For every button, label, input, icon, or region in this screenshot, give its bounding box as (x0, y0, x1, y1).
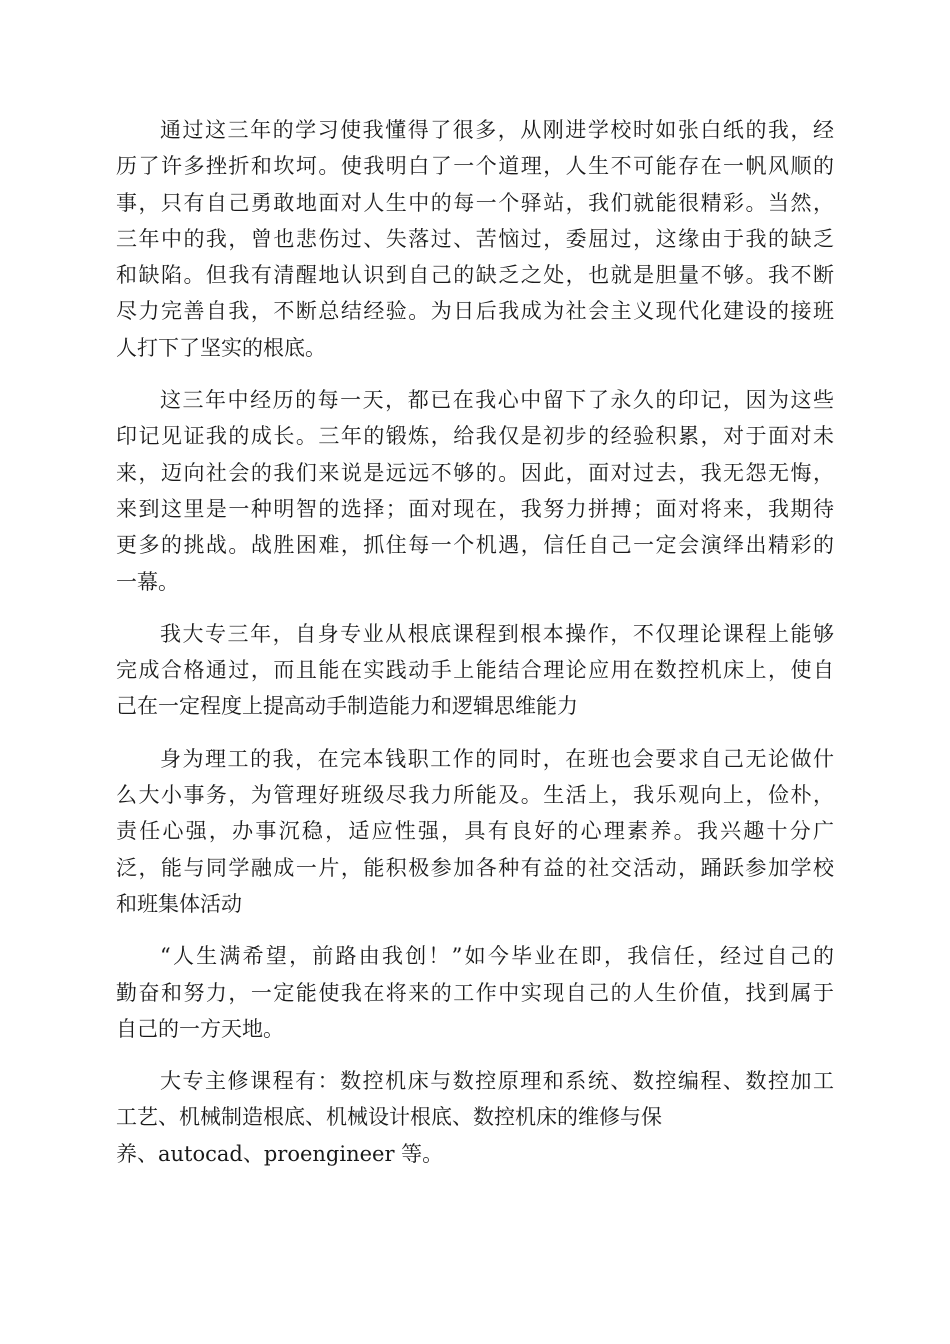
paragraph-5 (116, 938, 834, 1047)
paragraph-line: 么大小事务，为管理好班级尽我力所能及。生活上，我乐观向上，俭朴， (116, 783, 834, 808)
paragraph-line: 泛，能与同学融成一片，能积极参加各种有益的社交活动，踊跃参加学校 (116, 855, 834, 880)
document-body (116, 112, 834, 1172)
paragraph-line: 印记见证我的成长。三年的锻炼，给我仅是初步的经验积累，对于面对未 (116, 424, 834, 449)
paragraph-line: 来到这里是一种明智的选择；面对现在，我努力拼搏；面对将来，我期待 (116, 496, 834, 521)
paragraph-1 (116, 112, 834, 366)
paragraph-6 (116, 1063, 834, 1172)
paragraph-line: 养、autocad、proengineer 等。 (116, 1141, 444, 1166)
paragraph-line: 工艺、机械制造根底、机械设计根底、数控机床的维修与保 (116, 1105, 662, 1130)
paragraph-line: 这三年中经历的每一天，都已在我心中留下了永久的印记，因为这些 (160, 388, 834, 413)
paragraph-2 (116, 382, 834, 600)
paragraph-line: 更多的挑战。战胜困难，抓住每一个机遇，信任自己一定会演绎出精彩的 (116, 533, 834, 558)
paragraph-line: 一幕。 (116, 569, 179, 594)
paragraph-line: 勤奋和努力，一定能使我在将来的工作中实现自己的人生价值，找到属于 (116, 980, 834, 1005)
paragraph-line: 责任心强，办事沉稳，适应性强，具有良好的心理素养。我兴趣十分广 (116, 819, 834, 844)
paragraph-line: 通过这三年的学习使我懂得了很多，从刚进学校时如张白纸的我，经 (160, 118, 834, 142)
paragraph-line: 完成合格通过，而且能在实践动手上能结合理论应用在数控机床上，使自 (116, 658, 834, 683)
paragraph-line: “人生满希望，前路由我创！”如今毕业在即，我信任，经过自己的 (160, 944, 834, 969)
paragraph-line: 人打下了坚实的根底。 (116, 335, 326, 360)
paragraph-line: 历了许多挫折和坎坷。使我明白了一个道理，人生不可能存在一帆风顺的 (116, 154, 834, 179)
paragraph-line: 自己的一方天地。 (116, 1016, 284, 1041)
paragraph-line: 大专主修课程有：数控机床与数控原理和系统、数控编程、数控加工 (160, 1069, 834, 1094)
paragraph-3 (116, 616, 834, 725)
paragraph-line: 和缺陷。但我有清醒地认识到自己的缺乏之处，也就是胆量不够。我不断 (116, 263, 834, 288)
paragraph-line: 和班集体活动 (116, 891, 242, 916)
paragraph-line: 三年中的我，曾也悲伤过、失落过、苦恼过，委屈过，这缘由于我的缺乏 (116, 226, 834, 251)
paragraph-line: 己在一定程度上提高动手制造能力和逻辑思维能力 (116, 694, 578, 719)
paragraph-line: 我大专三年，自身专业从根底课程到根本操作，不仅理论课程上能够 (160, 621, 834, 646)
paragraph-line: 来，迈向社会的我们来说是远远不够的。因此，面对过去，我无怨无悔， (116, 460, 834, 485)
paragraph-line: 尽力完善自我，不断总结经验。为日后我成为社会主义现代化建设的接班 (116, 299, 834, 324)
paragraph-line: 事，只有自己勇敢地面对人生中的每一个驿站，我们就能很精彩。当然， (116, 190, 834, 215)
paragraph-4 (116, 741, 834, 922)
paragraph-line: 身为理工的我，在完本钱职工作的同时，在班也会要求自己无论做什 (160, 746, 834, 771)
